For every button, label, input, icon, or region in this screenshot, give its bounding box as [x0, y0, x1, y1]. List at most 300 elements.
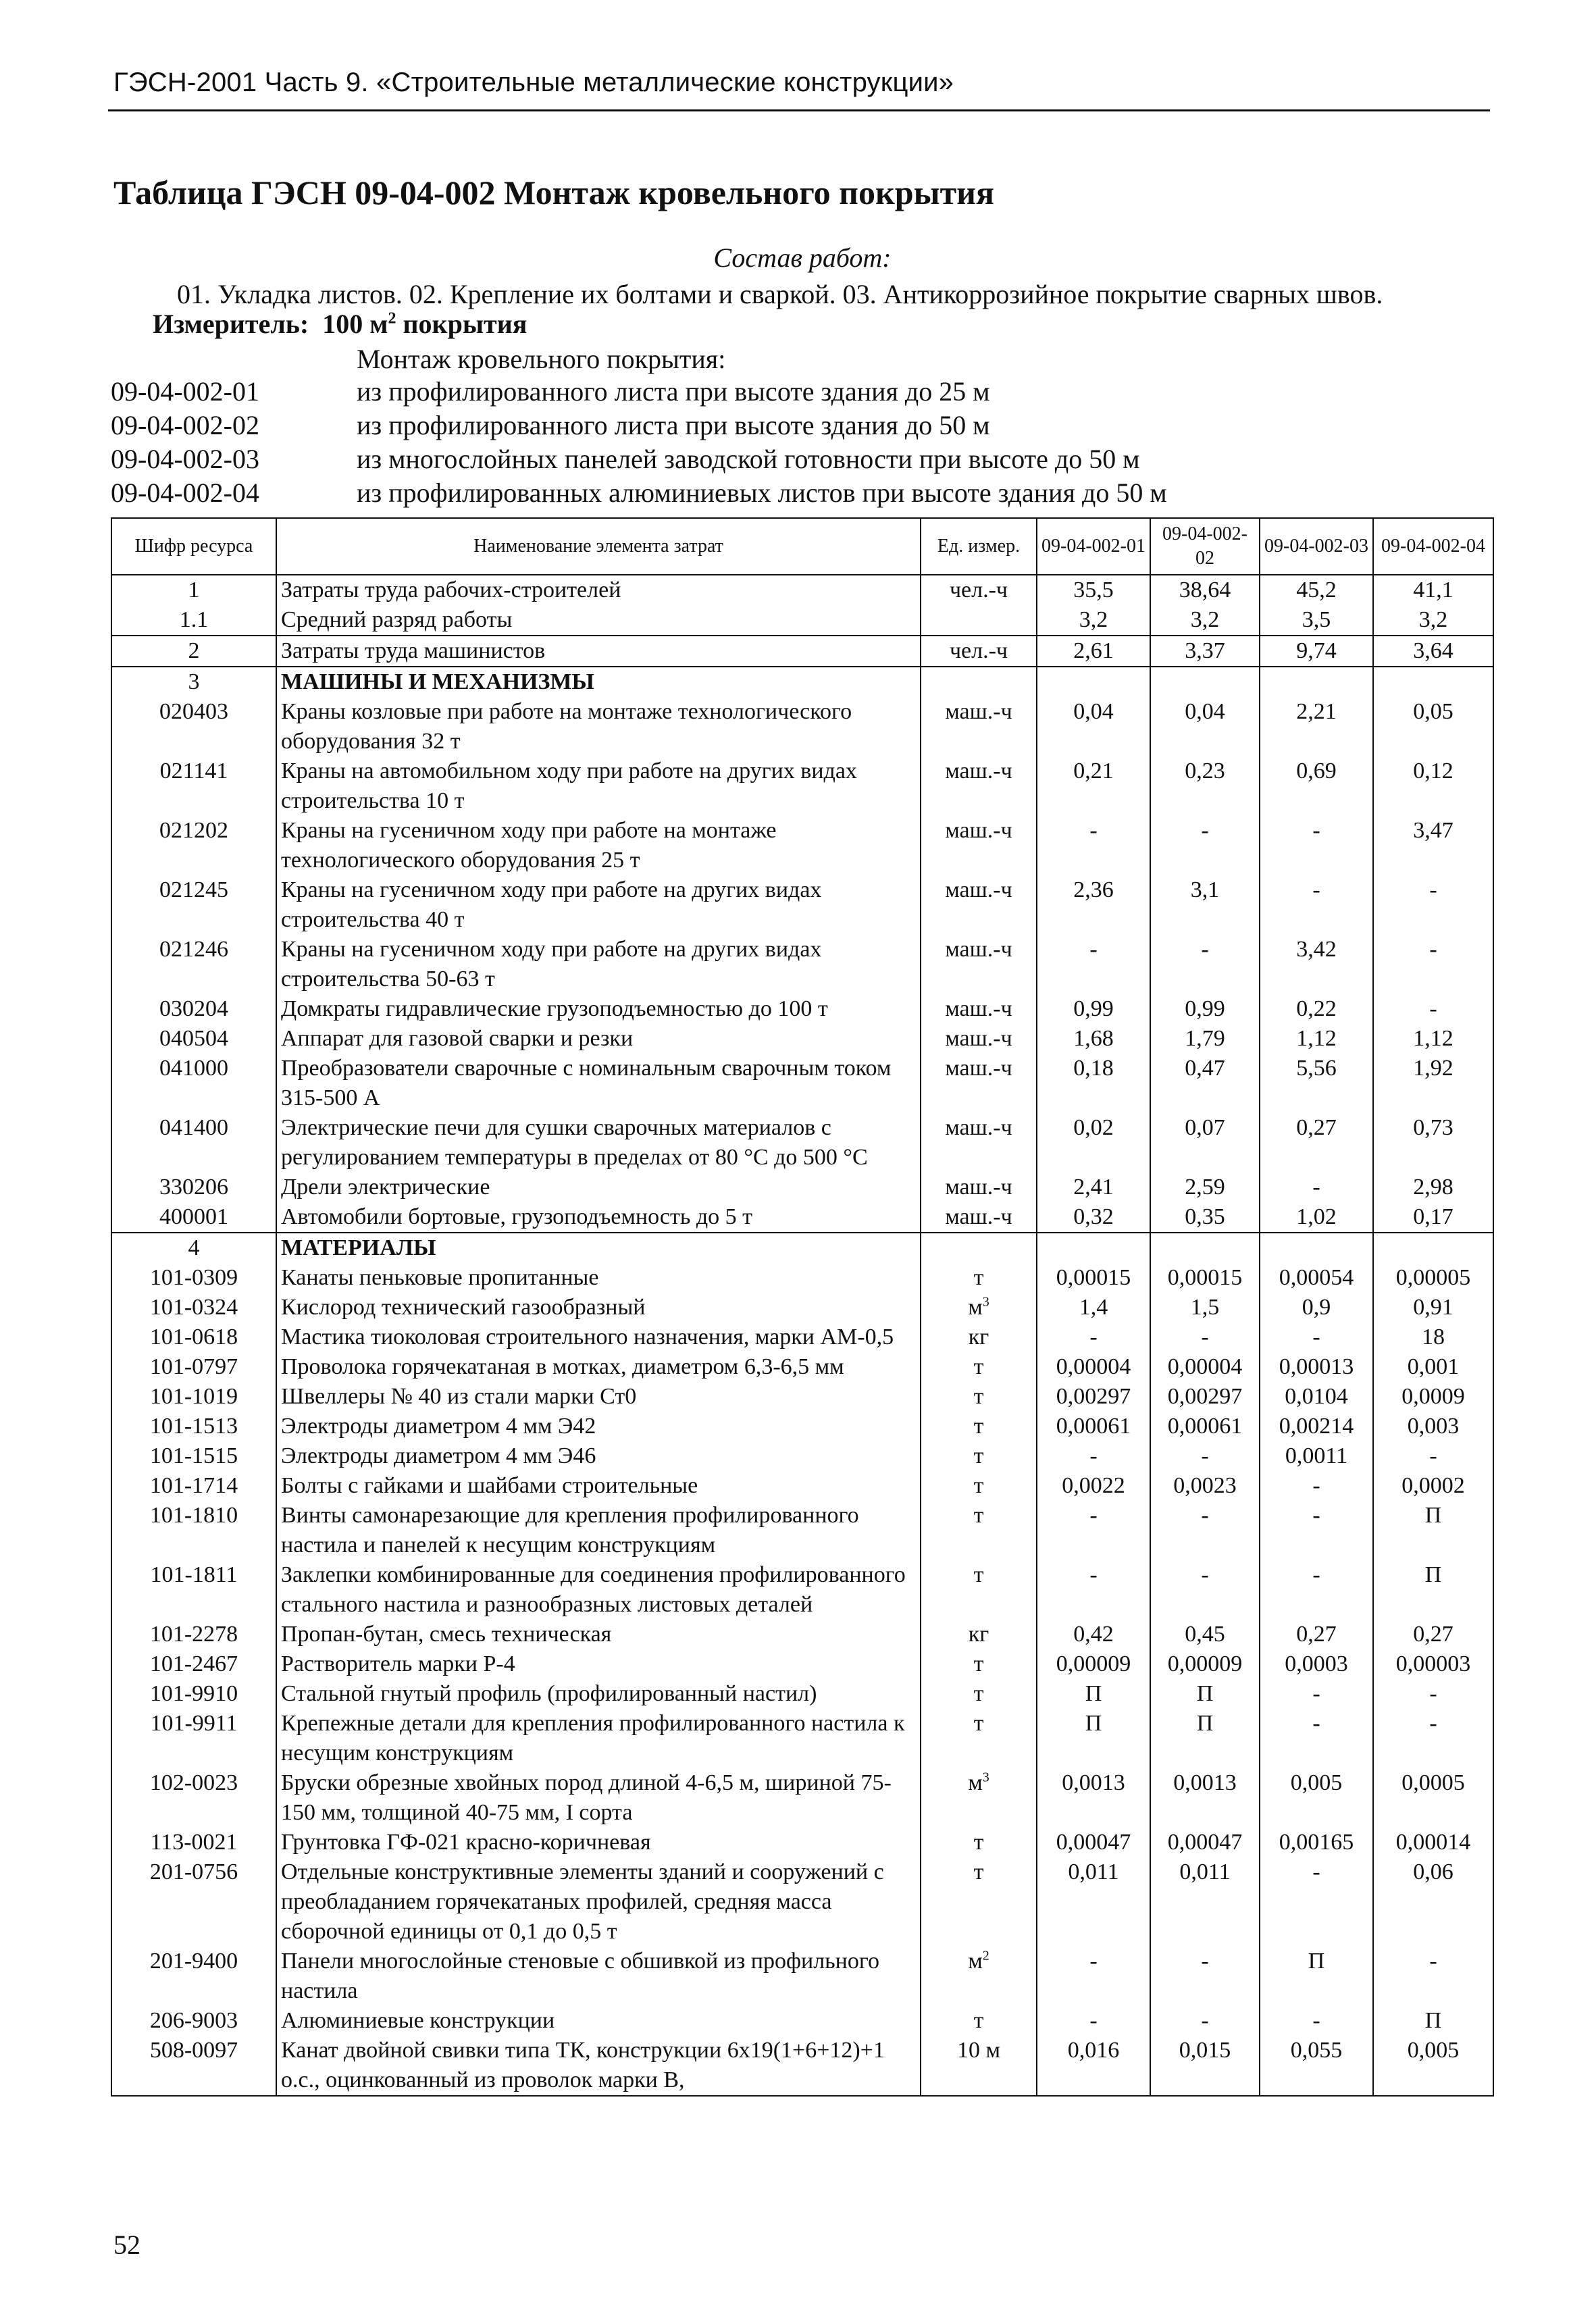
- unit-text: т: [973, 1265, 984, 1290]
- resource-code-cell: 021141: [111, 756, 276, 816]
- unit-cell: [921, 1560, 1037, 1620]
- resource-name-cell: Бруски обрезные хвойных пород длиной 4-6,5 м, шириной 75-150 мм, толщиной 40-75 мм, I сорта: [276, 1768, 921, 1828]
- norm-value-cell: 18: [1373, 1322, 1493, 1352]
- norm-value-cell: [1150, 1233, 1260, 1263]
- resource-code-cell: 102-0023: [111, 1768, 276, 1828]
- resource-code-cell: 101-9910: [111, 1679, 276, 1709]
- norm-value-cell: 1,5: [1150, 1293, 1260, 1322]
- norm-value-cell: 0,016: [1037, 2036, 1150, 2096]
- norm-value-cell: П: [1150, 1709, 1260, 1768]
- norm-value-cell: 3,47: [1373, 816, 1493, 875]
- norm-value-cell: 0,055: [1260, 2036, 1373, 2096]
- table-row: [111, 1352, 1493, 1382]
- norm-value-cell: 0,0002: [1373, 1471, 1493, 1501]
- header-cell-name: Наименование элемента затрат: [276, 518, 921, 575]
- resource-code-cell: 040504: [111, 1024, 276, 1054]
- norm-value-cell: 2,98: [1373, 1173, 1493, 1202]
- norm-value-cell: 0,0022: [1037, 1471, 1150, 1501]
- unit-text: чел.-ч: [949, 577, 1008, 602]
- table-row: [111, 1857, 1493, 1947]
- unit-text: маш.-ч: [945, 1204, 1012, 1229]
- unit-text: т: [973, 2008, 984, 2033]
- unit-text: маш.-ч: [945, 937, 1012, 962]
- unit-cell: [921, 1768, 1037, 1828]
- resource-code-cell: 101-1811: [111, 1560, 276, 1620]
- resource-name-cell: Затраты труда рабочих-строителей: [276, 575, 921, 605]
- table-row: [111, 756, 1493, 816]
- norm-value-cell: 0,0009: [1373, 1382, 1493, 1412]
- unit-cell: [921, 1947, 1037, 2006]
- unit-cell: [921, 1471, 1037, 1501]
- table-row: [111, 1768, 1493, 1828]
- table-row: [111, 1322, 1493, 1352]
- norm-value-cell: [1037, 1233, 1150, 1263]
- norm-value-cell: 0,003: [1373, 1412, 1493, 1441]
- norm-value-cell: 0,00047: [1037, 1828, 1150, 1857]
- norm-value-cell: 1,79: [1150, 1024, 1260, 1054]
- unit-text: т: [973, 1859, 984, 1884]
- norm-value-cell: -: [1037, 1947, 1150, 2006]
- resource-code-cell: 201-9400: [111, 1947, 276, 2006]
- resource-name-cell: Краны на гусеничном ходу при работе на монтаже технологического оборудования 25 т: [276, 816, 921, 875]
- unit-cell: [921, 994, 1037, 1024]
- table-row: [111, 636, 1493, 667]
- norm-value-cell: -: [1150, 1560, 1260, 1620]
- unit-cell: [921, 1233, 1037, 1263]
- norm-value-cell: 1,02: [1260, 1202, 1373, 1233]
- resource-name-cell: Растворитель марки Р-4: [276, 1649, 921, 1679]
- unit-cell: [921, 605, 1037, 636]
- norm-value-cell: -: [1037, 1441, 1150, 1471]
- resource-code-cell: 101-2278: [111, 1620, 276, 1649]
- unit-cell: [921, 1173, 1037, 1202]
- resource-name-cell: Аппарат для газовой сварки и резки: [276, 1024, 921, 1054]
- norm-value-cell: 38,64: [1150, 575, 1260, 605]
- norm-value-cell: [1037, 667, 1150, 697]
- norm-value-cell: 0,00013: [1260, 1352, 1373, 1382]
- table-row: [111, 2006, 1493, 2036]
- unit-text: маш.-ч: [945, 818, 1012, 843]
- norm-value-cell: 0,12: [1373, 756, 1493, 816]
- norm-value-cell: -: [1373, 935, 1493, 994]
- resource-code-cell: 021245: [111, 875, 276, 935]
- norm-value-cell: 45,2: [1260, 575, 1373, 605]
- unit-cell: [921, 1322, 1037, 1352]
- table-row: [111, 1709, 1493, 1768]
- resource-name-cell: Электрические печи для сушки сварочных материалов с регулированием температуры в пределах от 80 °С до 500 °С: [276, 1113, 921, 1173]
- resource-name-cell: Кислород технический газообразный: [276, 1293, 921, 1322]
- norm-value-cell: 0,00047: [1150, 1828, 1260, 1857]
- table-row: [111, 1649, 1493, 1679]
- resource-code-cell: 1: [111, 575, 276, 605]
- header-cell-unit: Ед. измер.: [921, 518, 1037, 575]
- norm-value-cell: 0,47: [1150, 1054, 1260, 1113]
- running-header: ГЭСН-2001 Часть 9. «Строительные металлические конструкции»: [113, 68, 954, 97]
- resource-name-cell: Краны на гусеничном ходу при работе на других видах строительства 50-63 т: [276, 935, 921, 994]
- norm-value-cell: -: [1150, 935, 1260, 994]
- table-row: [111, 1620, 1493, 1649]
- resource-name-cell: Домкраты гидравлические грузоподъемностью до 100 т: [276, 994, 921, 1024]
- norm-value-cell: 35,5: [1037, 575, 1150, 605]
- header-cell-variant-02: 09-04-002-02: [1150, 518, 1260, 575]
- meter-value: 100 м: [322, 309, 388, 339]
- resource-code-cell: 020403: [111, 697, 276, 756]
- norm-value-cell: [1260, 667, 1373, 697]
- norm-value-cell: 1,68: [1037, 1024, 1150, 1054]
- norm-value-cell: 2,59: [1150, 1173, 1260, 1202]
- table-title: Таблица ГЭСН 09-04-002 Монтаж кровельного покрытия: [113, 174, 995, 211]
- unit-cell: [921, 1620, 1037, 1649]
- unit-cell: [921, 756, 1037, 816]
- resource-code-cell: 101-0309: [111, 1263, 276, 1293]
- unit-text: кг: [968, 1325, 989, 1349]
- norm-value-cell: 0,04: [1150, 697, 1260, 756]
- table-row: [111, 1560, 1493, 1620]
- norm-value-cell: П: [1037, 1709, 1150, 1768]
- resource-code-cell: 101-1714: [111, 1471, 276, 1501]
- resource-name-cell: Затраты труда машинистов: [276, 636, 921, 667]
- resource-code-cell: 4: [111, 1233, 276, 1263]
- resource-code-cell: 206-9003: [111, 2006, 276, 2036]
- norm-value-cell: 0,0013: [1037, 1768, 1150, 1828]
- norm-value-cell: [1260, 1233, 1373, 1263]
- unit-text: маш.-ч: [945, 1056, 1012, 1081]
- norm-value-cell: 0,42: [1037, 1620, 1150, 1649]
- unit-text: т: [973, 1830, 984, 1855]
- norm-value-cell: 1,12: [1373, 1024, 1493, 1054]
- unit-superscript: 3: [982, 1294, 989, 1310]
- variant-text: из профилированного листа при высоте здания до 25 м: [357, 376, 990, 407]
- unit-cell: [921, 636, 1037, 667]
- norm-value-cell: 3,42: [1260, 935, 1373, 994]
- resource-code-cell: 508-0097: [111, 2036, 276, 2096]
- resource-code-cell: 101-0324: [111, 1293, 276, 1322]
- norm-value-cell: 0,0023: [1150, 1471, 1260, 1501]
- norm-value-cell: 0,0003: [1260, 1649, 1373, 1679]
- resource-name-cell: Крепежные детали для крепления профилированного настила к несущим конструкциям: [276, 1709, 921, 1768]
- resource-code-cell: 3: [111, 667, 276, 697]
- norm-value-cell: 0,001: [1373, 1352, 1493, 1382]
- norm-value-cell: -: [1260, 816, 1373, 875]
- unit-text: т: [973, 1681, 984, 1706]
- norm-value-cell: -: [1150, 1322, 1260, 1352]
- norm-value-cell: 3,5: [1260, 605, 1373, 636]
- resource-name-cell: Грунтовка ГФ-021 красно-коричневая: [276, 1828, 921, 1857]
- resource-code-cell: 041400: [111, 1113, 276, 1173]
- norm-value-cell: 3,2: [1150, 605, 1260, 636]
- meter-line: [153, 308, 527, 340]
- norm-value-cell: -: [1150, 1441, 1260, 1471]
- unit-text: т: [973, 1651, 984, 1676]
- norm-value-cell: 0,99: [1037, 994, 1150, 1024]
- unit-cell: [921, 1501, 1037, 1560]
- unit-cell: [921, 1441, 1037, 1471]
- norm-value-cell: 0,005: [1373, 2036, 1493, 2096]
- norm-value-cell: П: [1373, 1560, 1493, 1620]
- norm-value-cell: 0,18: [1037, 1054, 1150, 1113]
- resource-name-cell: Преобразователи сварочные с номинальным сварочным током 315-500 А: [276, 1054, 921, 1113]
- norm-value-cell: -: [1260, 1560, 1373, 1620]
- unit-cell: [921, 1857, 1037, 1947]
- unit-cell: [921, 875, 1037, 935]
- unit-superscript: 3: [982, 1770, 989, 1785]
- resource-name-cell: Краны на гусеничном ходу при работе на других видах строительства 40 т: [276, 875, 921, 935]
- norm-value-cell: 0,07: [1150, 1113, 1260, 1173]
- norm-value-cell: 0,00297: [1150, 1382, 1260, 1412]
- unit-cell: [921, 1113, 1037, 1173]
- norm-value-cell: 2,41: [1037, 1173, 1150, 1202]
- norm-value-cell: 3,1: [1150, 875, 1260, 935]
- norm-value-cell: 0,17: [1373, 1202, 1493, 1233]
- table-section-row: [111, 667, 1493, 697]
- norm-value-cell: 0,05: [1373, 697, 1493, 756]
- unit-text: кг: [968, 1622, 989, 1647]
- resource-code-cell: 101-1810: [111, 1501, 276, 1560]
- unit-cell: [921, 935, 1037, 994]
- norm-value-cell: 0,00061: [1150, 1412, 1260, 1441]
- unit-cell: [921, 1828, 1037, 1857]
- norm-value-cell: 1,12: [1260, 1024, 1373, 1054]
- unit-text: т: [973, 1473, 984, 1498]
- norm-value-cell: 3,37: [1150, 636, 1260, 667]
- norm-value-cell: П: [1373, 2006, 1493, 2036]
- unit-text: маш.-ч: [945, 1026, 1012, 1051]
- resource-code-cell: 101-0797: [111, 1352, 276, 1382]
- table-row: [111, 1263, 1493, 1293]
- norm-value-cell: -: [1373, 1441, 1493, 1471]
- norm-value-cell: -: [1260, 1679, 1373, 1709]
- norm-value-cell: 41,1: [1373, 575, 1493, 605]
- norm-value-cell: 1,4: [1037, 1293, 1150, 1322]
- unit-cell: [921, 2006, 1037, 2036]
- table-row: [111, 2036, 1493, 2096]
- meter-suffix: покрытия: [396, 309, 527, 339]
- unit-text: м: [968, 1949, 983, 1974]
- header-cell-variant-03: 09-04-002-03: [1260, 518, 1373, 575]
- unit-cell: [921, 575, 1037, 605]
- table-row: [111, 1828, 1493, 1857]
- norm-value-cell: -: [1260, 1471, 1373, 1501]
- norm-value-cell: 0,005: [1260, 1768, 1373, 1828]
- norm-value-cell: -: [1037, 1322, 1150, 1352]
- resource-norms-table: [111, 517, 1494, 2097]
- norm-value-cell: 0,0005: [1373, 1768, 1493, 1828]
- norm-value-cell: 5,56: [1260, 1054, 1373, 1113]
- norm-value-cell: 0,73: [1373, 1113, 1493, 1173]
- norm-value-cell: 0,91: [1373, 1293, 1493, 1322]
- norm-value-cell: 0,22: [1260, 994, 1373, 1024]
- norm-value-cell: 0,02: [1037, 1113, 1150, 1173]
- resource-name-cell: Проволока горячекатаная в мотках, диаметром 6,3-6,5 мм: [276, 1352, 921, 1382]
- norm-value-cell: 0,32: [1037, 1202, 1150, 1233]
- norm-value-cell: 0,00061: [1037, 1412, 1150, 1441]
- unit-cell: [921, 2036, 1037, 2096]
- table-section-row: [111, 1233, 1493, 1263]
- resource-code-cell: 021246: [111, 935, 276, 994]
- variant-text: из многослойных панелей заводской готовности при высоте до 50 м: [357, 444, 1140, 474]
- table-row: [111, 1054, 1493, 1113]
- norm-value-cell: 0,00214: [1260, 1412, 1373, 1441]
- norm-value-cell: 0,00005: [1373, 1263, 1493, 1293]
- resource-name-cell: Панели многослойные стеновые с обшивкой из профильного настила: [276, 1947, 921, 2006]
- table-row: [111, 575, 1493, 605]
- norm-value-cell: 0,99: [1150, 994, 1260, 1024]
- norm-value-cell: 0,23: [1150, 756, 1260, 816]
- unit-text: т: [973, 1562, 984, 1587]
- norm-value-cell: П: [1037, 1679, 1150, 1709]
- norm-value-cell: 0,06: [1373, 1857, 1493, 1947]
- norm-value-cell: -: [1037, 2006, 1150, 2036]
- norm-value-cell: 0,00009: [1037, 1649, 1150, 1679]
- unit-cell: [921, 697, 1037, 756]
- resource-name-cell: МАШИНЫ И МЕХАНИЗМЫ: [276, 667, 921, 697]
- resource-name-cell: Стальной гнутый профиль (профилированный настил): [276, 1679, 921, 1709]
- resource-code-cell: 101-1019: [111, 1382, 276, 1412]
- norm-value-cell: 2,21: [1260, 697, 1373, 756]
- resource-name-cell: Автомобили бортовые, грузоподъемность до 5 т: [276, 1202, 921, 1233]
- resource-code-cell: 041000: [111, 1054, 276, 1113]
- table-row: [111, 875, 1493, 935]
- unit-text: маш.-ч: [945, 996, 1012, 1021]
- variant-code: 09-04-002-04: [111, 478, 259, 508]
- unit-text: 10 м: [956, 2038, 1000, 2063]
- table-row: [111, 1173, 1493, 1202]
- header-rule: [108, 109, 1490, 111]
- norm-value-cell: 0,27: [1260, 1620, 1373, 1649]
- resource-code-cell: 201-0756: [111, 1857, 276, 1947]
- variant-code: 09-04-002-03: [111, 444, 259, 474]
- table-header-row: [111, 518, 1493, 575]
- norm-value-cell: 3,2: [1373, 605, 1493, 636]
- norm-value-cell: -: [1260, 2006, 1373, 2036]
- resource-code-cell: 101-1515: [111, 1441, 276, 1471]
- norm-value-cell: [1373, 1233, 1493, 1263]
- norm-value-cell: 0,00015: [1037, 1263, 1150, 1293]
- unit-text: маш.-ч: [945, 877, 1012, 902]
- variant-code: 09-04-002-02: [111, 410, 259, 440]
- unit-cell: [921, 1293, 1037, 1322]
- resource-name-cell: Средний разряд работы: [276, 605, 921, 636]
- resource-code-cell: 113-0021: [111, 1828, 276, 1857]
- variant-text: из профилированных алюминиевых листов при высоте здания до 50 м: [357, 478, 1167, 508]
- norm-value-cell: 0,00004: [1037, 1352, 1150, 1382]
- unit-text: т: [973, 1503, 984, 1528]
- unit-cell: [921, 1054, 1037, 1113]
- norm-value-cell: -: [1260, 875, 1373, 935]
- norm-value-cell: 0,27: [1373, 1620, 1493, 1649]
- norm-value-cell: 0,00003: [1373, 1649, 1493, 1679]
- table-row: [111, 1441, 1493, 1471]
- table-row: [111, 1202, 1493, 1233]
- norm-value-cell: -: [1373, 875, 1493, 935]
- norm-value-cell: 3,64: [1373, 636, 1493, 667]
- unit-cell: [921, 1412, 1037, 1441]
- table-row: [111, 1947, 1493, 2006]
- resource-code-cell: 101-1513: [111, 1412, 276, 1441]
- table-row: [111, 1471, 1493, 1501]
- resource-name-cell: Краны козловые при работе на монтаже технологического оборудования 32 т: [276, 697, 921, 756]
- unit-cell: [921, 1024, 1037, 1054]
- norm-value-cell: 0,00009: [1150, 1649, 1260, 1679]
- unit-text: чел.-ч: [949, 638, 1008, 663]
- norm-value-cell: П: [1150, 1679, 1260, 1709]
- norm-value-cell: 0,00014: [1373, 1828, 1493, 1857]
- norm-value-cell: -: [1373, 994, 1493, 1024]
- resource-code-cell: 400001: [111, 1202, 276, 1233]
- norm-value-cell: 0,00015: [1150, 1263, 1260, 1293]
- unit-text: маш.-ч: [945, 1175, 1012, 1200]
- table-row: [111, 816, 1493, 875]
- norm-value-cell: -: [1260, 1857, 1373, 1947]
- unit-cell: [921, 1202, 1037, 1233]
- unit-text: маш.-ч: [945, 699, 1012, 724]
- table-row: [111, 605, 1493, 636]
- unit-cell: [921, 667, 1037, 697]
- unit-cell: [921, 1679, 1037, 1709]
- work-composition-list: 01. Укладка листов. 02. Крепление их болтами и сваркой. 03. Антикоррозийное покрытие сварных швов.: [177, 279, 1383, 309]
- norm-value-cell: 0,00165: [1260, 1828, 1373, 1857]
- resource-name-cell: Канаты пеньковые пропитанные: [276, 1263, 921, 1293]
- norm-value-cell: П: [1373, 1501, 1493, 1560]
- meter-power: 2: [388, 309, 396, 328]
- norm-value-cell: -: [1037, 1560, 1150, 1620]
- unit-text: маш.-ч: [945, 759, 1012, 783]
- work-composition-heading: Состав работ:: [713, 242, 892, 273]
- resource-name-cell: Канат двойной свивки типа ТК, конструкции 6х19(1+6+12)+1 о.с., оцинкованный из проволок марки В,: [276, 2036, 921, 2096]
- unit-text: м: [968, 1770, 983, 1795]
- variant-text: из профилированного листа при высоте здания до 50 м: [357, 410, 990, 440]
- resource-name-cell: Краны на автомобильном ходу при работе на других видах строительства 10 т: [276, 756, 921, 816]
- table-row: [111, 994, 1493, 1024]
- resource-code-cell: 101-0618: [111, 1322, 276, 1352]
- table-row: [111, 1113, 1493, 1173]
- unit-cell: [921, 1352, 1037, 1382]
- resource-code-cell: 021202: [111, 816, 276, 875]
- resource-name-cell: Отдельные конструктивные элементы зданий и сооружений с преобладанием горячекатаных профилей, средняя масса сборочной единицы от 0,1 до 0,5 т: [276, 1857, 921, 1947]
- unit-cell: [921, 1649, 1037, 1679]
- norm-value-cell: 0,0104: [1260, 1382, 1373, 1412]
- header-cell-code: Шифр ресурса: [111, 518, 276, 575]
- unit-cell: [921, 1382, 1037, 1412]
- norm-value-cell: -: [1037, 935, 1150, 994]
- resource-code-cell: 030204: [111, 994, 276, 1024]
- norm-value-cell: 9,74: [1260, 636, 1373, 667]
- norm-value-cell: 0,011: [1150, 1857, 1260, 1947]
- norm-value-cell: 2,61: [1037, 636, 1150, 667]
- table-row: [111, 1679, 1493, 1709]
- resource-code-cell: 101-2467: [111, 1649, 276, 1679]
- norm-value-cell: [1150, 667, 1260, 697]
- resource-name-cell: Болты с гайками и шайбами строительные: [276, 1471, 921, 1501]
- norm-value-cell: 0,45: [1150, 1620, 1260, 1649]
- norm-value-cell: -: [1260, 1173, 1373, 1202]
- norm-value-cell: -: [1260, 1501, 1373, 1560]
- variants-heading: Монтаж кровельного покрытия:: [357, 344, 726, 374]
- resource-name-cell: МАТЕРИАЛЫ: [276, 1233, 921, 1263]
- unit-text: т: [973, 1443, 984, 1468]
- resource-name-cell: Швеллеры № 40 из стали марки Ст0: [276, 1382, 921, 1412]
- norm-value-cell: -: [1150, 816, 1260, 875]
- variant-code: 09-04-002-01: [111, 376, 259, 407]
- unit-text: т: [973, 1414, 984, 1439]
- norm-value-cell: -: [1037, 816, 1150, 875]
- unit-text: т: [973, 1384, 984, 1409]
- norm-value-cell: 0,9: [1260, 1293, 1373, 1322]
- table-row: [111, 1382, 1493, 1412]
- header-cell-variant-04: 09-04-002-04: [1373, 518, 1493, 575]
- header-cell-variant-01: 09-04-002-01: [1037, 518, 1150, 575]
- norm-value-cell: 0,27: [1260, 1113, 1373, 1173]
